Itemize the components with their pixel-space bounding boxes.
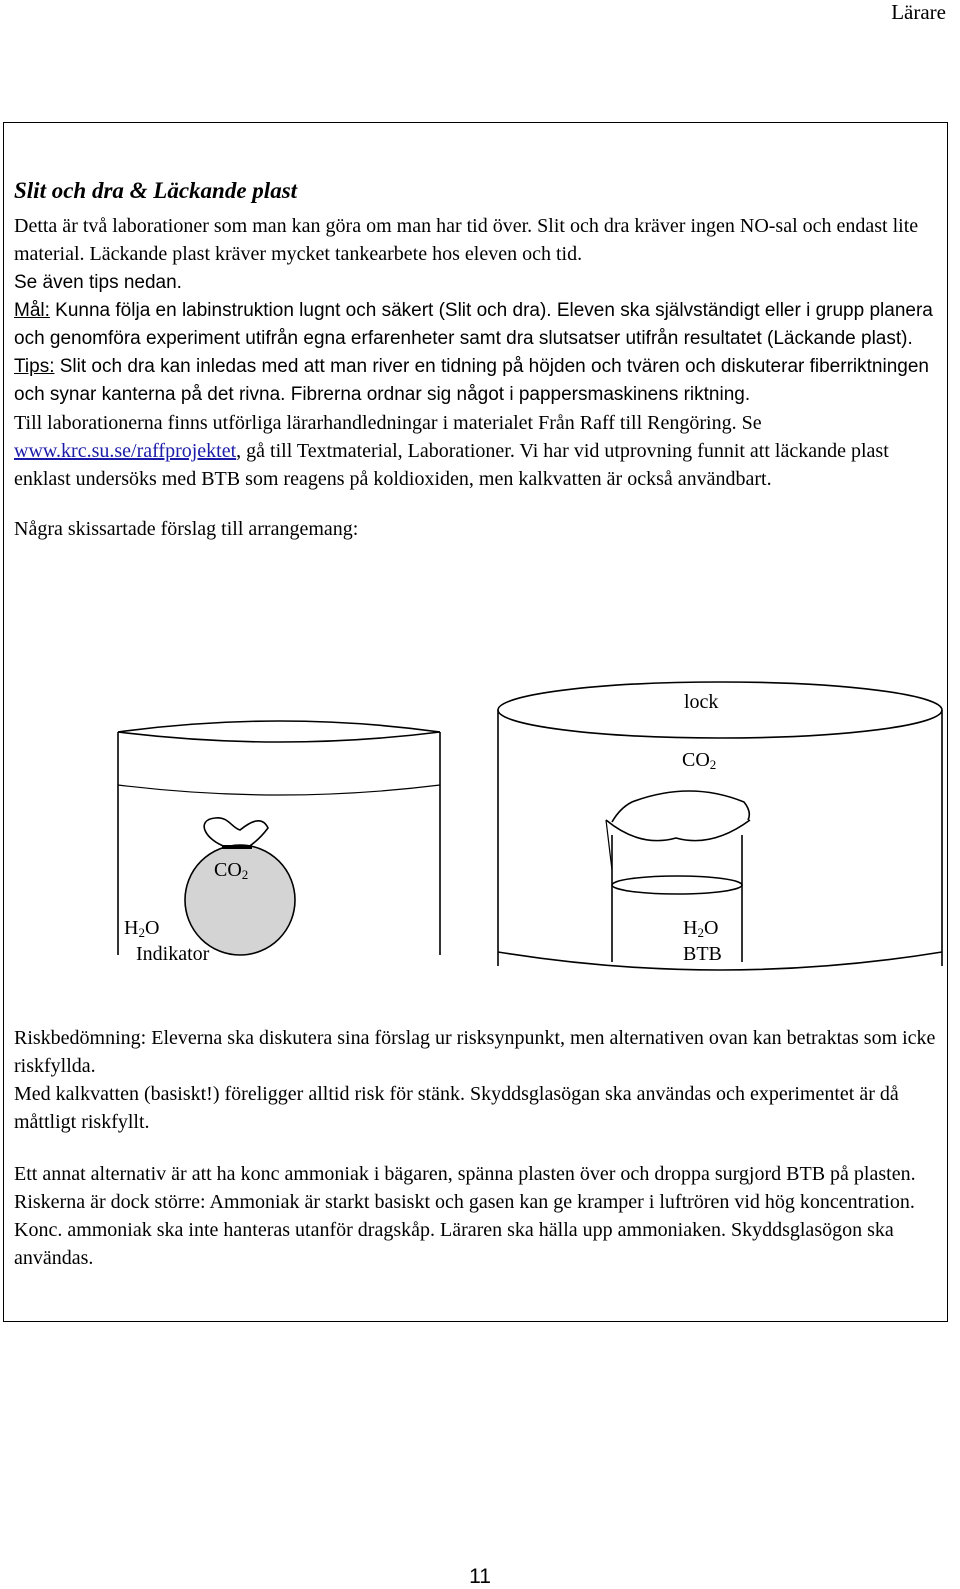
lid-ellipse	[498, 682, 942, 738]
intro-tip-note: Se även tips nedan.	[14, 272, 182, 293]
right-co2-label: $CO_2$	[682, 749, 717, 772]
plastic-skirt	[606, 820, 750, 841]
risk-paragraph-2: Med kalkvatten (basiskt!) föreligger alltid risk för stänk. Skyddsglasögan ska användas och experimentet är då måttligt riskfyllt.	[14, 1083, 899, 1133]
goal-label: Mål:	[14, 300, 50, 321]
guide-text-end: , gå till Textmaterial, Laborationer. Vi har vid utprovning funnit att läckande plast enklast undersöks med BTB som reagens på koldioxiden, men kalkvatten är också användbart.	[14, 440, 889, 490]
intro-text: Detta är två laborationer som man kan göra om man har tid över. Slit och dra kräver ingen NO-sal och endast lite material. Läckande plast kräver mycket tankearbete hos eleven och tid.	[14, 215, 919, 265]
arrangement-sketches	[0, 670, 960, 1010]
right-water-label: $H_2O$	[683, 917, 719, 940]
beaker-water-surface	[612, 876, 742, 894]
diagram-intro: Några skissartade förslag till arrangemang:	[14, 518, 359, 540]
right-container	[498, 682, 942, 970]
page-number: 11	[469, 1565, 491, 1588]
intro-paragraph	[14, 212, 939, 297]
header-label: Lärare	[891, 0, 946, 24]
balloon-neck	[204, 818, 268, 847]
tips-text: Slit och dra kan inledas med att man river en tidning på höjden och tvären och diskuterar fiberriktningen och synar kanterna på det rivna. Fibrerna ordnar sig något i pappersmaskinens riktning.	[14, 356, 929, 405]
guide-text-start: Till laborationerna finns utförliga lärarhandledningar i materialet Från Raff till Rengöring. Se	[14, 412, 762, 434]
right-beaker	[606, 791, 750, 962]
risk-paragraph-3: Ett annat alternativ är att ha konc ammoniak i bägaren, spänna plasten över och droppa surgjord BTB på plasten.	[14, 1163, 916, 1185]
btb-label: BTB	[683, 943, 722, 965]
plastic-edge-left	[606, 820, 612, 870]
section-title: Slit och dra & Läckande plast	[14, 178, 298, 203]
risk-section	[14, 1024, 939, 1272]
lid-label: lock	[684, 691, 719, 713]
risk-paragraph-1: Riskbedömning: Eleverna ska diskutera sina förslag ur risksynpunkt, men alternativen ovan kan betraktas som icke riskfyllda.	[14, 1027, 936, 1077]
section-body	[14, 176, 939, 543]
goal-text: Kunna följa en labinstruktion lugnt och säkert (Slit och dra). Eleven ska självständigt eller i grupp planera och genomföra experiment utifrån egna erfarenheter samt dra slutsatser utifrån resultatet (Läckande plast).	[14, 300, 933, 349]
indicator-label: Indikator	[136, 943, 210, 965]
tips-label: Tips:	[14, 356, 55, 377]
left-water-surface	[118, 785, 440, 795]
balloon	[185, 818, 295, 955]
left-co2-label: $CO_2$	[214, 859, 249, 882]
risk-paragraph-4: Riskerna är dock större: Ammoniak är starkt basiskt och gasen kan ge kramper i luftrören vid hög koncentration. Konc. ammoniak ska inte hanteras utanför dragskåp. Läraren ska hälla upp ammoniaken. Skyddsglasögon ska användas.	[14, 1191, 915, 1269]
left-plastic-cover-top	[118, 721, 440, 732]
goal-paragraph	[14, 297, 939, 353]
raffprojektet-link[interactable]: www.krc.su.se/raffprojektet	[14, 440, 237, 462]
tips-paragraph	[14, 353, 939, 409]
left-plastic-cover-bottom	[118, 732, 440, 742]
left-water-label: $H_2O$	[124, 917, 160, 940]
guide-paragraph	[14, 409, 939, 493]
plastic-dome	[612, 791, 749, 822]
